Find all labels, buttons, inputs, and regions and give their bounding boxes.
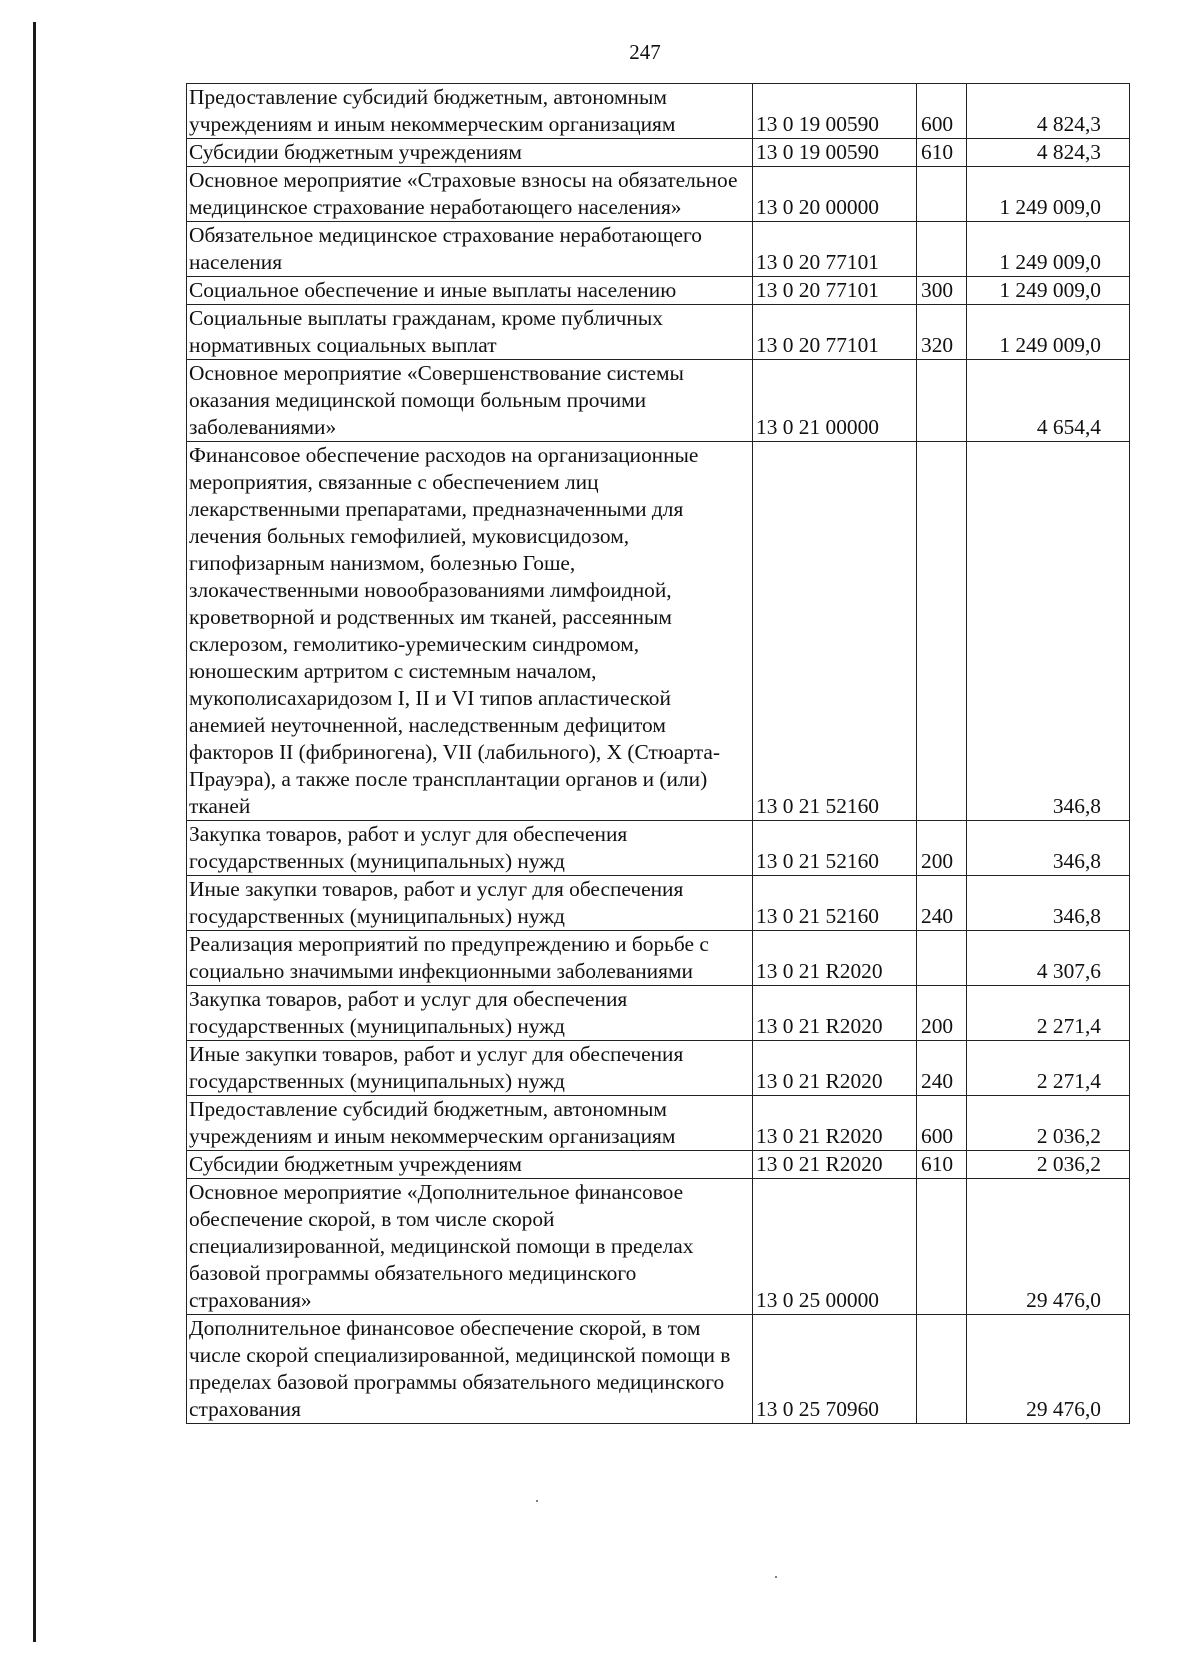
row-sum-cell: 1 249 009,0 (967, 277, 1130, 305)
row-type-cell: 600 (917, 84, 967, 139)
table-row (187, 1179, 1130, 1315)
row-sum-cell: 2 271,4 (967, 986, 1130, 1041)
row-type-cell: 200 (917, 821, 967, 876)
budget-table (186, 83, 1130, 1424)
row-sum-cell: 346,8 (967, 821, 1130, 876)
row-sum-cell: 2 036,2 (967, 1096, 1130, 1151)
row-code-cell: 13 0 25 70960 (753, 1315, 917, 1424)
row-type-cell (917, 222, 967, 277)
row-code-cell: 13 0 21 52160 (753, 442, 917, 821)
row-name-cell: Реализация мероприятий по предупреждению и борьбе с социально значимыми инфекционными заболеваниями (187, 931, 753, 986)
table-row (187, 931, 1130, 986)
row-type-cell: 610 (917, 139, 967, 167)
row-name-cell: Финансовое обеспечение расходов на организационные мероприятия, связанные с обеспечением лиц лекарственными препаратами, предназначенными для лечения больных гемофилией, муковисцидозом, гипофизарным нанизмом, болезнью Гоше, злокачественными новообразованиями лимфоидной, кроветворной и родственных им тканей, рассеянным склерозом, гемолитико-уремическим синдромом, юношеским артритом с системным началом, мукополисахаридозом I, II и VI типов апластической анемией неуточненной, наследственным дефицитом факторов II (фибриногена), VII (лабильного), X (Стюарта-Прауэра), а также после трансплантации органов и (или) тканей (187, 442, 753, 821)
row-type-cell: 320 (917, 305, 967, 360)
row-name-cell: Социальное обеспечение и иные выплаты населению (187, 277, 753, 305)
row-name-cell: Обязательное медицинское страхование неработающего населения (187, 222, 753, 277)
table-row (187, 277, 1130, 305)
budget-table-container (186, 83, 1130, 1424)
row-type-cell: 200 (917, 986, 967, 1041)
row-code-cell: 13 0 21 52160 (753, 876, 917, 931)
table-row (187, 1041, 1130, 1096)
row-name-cell: Субсидии бюджетным учреждениям (187, 139, 753, 167)
row-sum-cell: 2 036,2 (967, 1151, 1130, 1179)
row-sum-cell: 4 307,6 (967, 931, 1130, 986)
row-sum-cell: 1 249 009,0 (967, 167, 1130, 222)
row-code-cell: 13 0 20 77101 (753, 277, 917, 305)
table-row (187, 442, 1130, 821)
table-row (187, 222, 1130, 277)
row-code-cell: 13 0 21 R2020 (753, 931, 917, 986)
row-sum-cell: 4 654,4 (967, 360, 1130, 442)
row-code-cell: 13 0 21 R2020 (753, 986, 917, 1041)
table-row (187, 167, 1130, 222)
row-sum-cell: 1 249 009,0 (967, 305, 1130, 360)
row-type-cell: 240 (917, 876, 967, 931)
row-code-cell: 13 0 21 52160 (753, 821, 917, 876)
row-type-cell: 600 (917, 1096, 967, 1151)
row-code-cell: 13 0 20 00000 (753, 167, 917, 222)
row-name-cell: Иные закупки товаров, работ и услуг для обеспечения государственных (муниципальных) нужд (187, 1041, 753, 1096)
budget-table-body (187, 84, 1130, 1424)
row-code-cell: 13 0 21 R2020 (753, 1151, 917, 1179)
row-sum-cell: 29 476,0 (967, 1315, 1130, 1424)
row-name-cell: Основное мероприятие «Совершенствование системы оказания медицинской помощи больным прочими заболеваниями» (187, 360, 753, 442)
row-code-cell: 13 0 25 00000 (753, 1179, 917, 1315)
table-row (187, 821, 1130, 876)
row-sum-cell: 4 824,3 (967, 84, 1130, 139)
row-code-cell: 13 0 19 00590 (753, 139, 917, 167)
row-type-cell: 240 (917, 1041, 967, 1096)
row-name-cell: Основное мероприятие «Страховые взносы на обязательное медицинское страхование неработающего населения» (187, 167, 753, 222)
row-name-cell: Основное мероприятие «Дополнительное финансовое обеспечение скорой, в том числе скорой специализированной, медицинской помощи в пределах базовой программы обязательного медицинского страхования» (187, 1179, 753, 1315)
row-sum-cell: 1 249 009,0 (967, 222, 1130, 277)
table-row (187, 876, 1130, 931)
scan-speck (775, 1576, 777, 1578)
table-row (187, 139, 1130, 167)
scan-speck (536, 1500, 538, 1502)
row-name-cell: Предоставление субсидий бюджетным, автономным учреждениям и иным некоммерческим организациям (187, 1096, 753, 1151)
row-name-cell: Закупка товаров, работ и услуг для обеспечения государственных (муниципальных) нужд (187, 986, 753, 1041)
row-type-cell: 300 (917, 277, 967, 305)
row-type-cell (917, 1179, 967, 1315)
table-row (187, 360, 1130, 442)
row-code-cell: 13 0 19 00590 (753, 84, 917, 139)
table-row (187, 305, 1130, 360)
table-row (187, 1151, 1130, 1179)
row-sum-cell: 346,8 (967, 442, 1130, 821)
row-type-cell (917, 167, 967, 222)
row-sum-cell: 2 271,4 (967, 1041, 1130, 1096)
row-name-cell: Закупка товаров, работ и услуг для обеспечения государственных (муниципальных) нужд (187, 821, 753, 876)
row-type-cell (917, 360, 967, 442)
row-code-cell: 13 0 20 77101 (753, 305, 917, 360)
row-type-cell: 610 (917, 1151, 967, 1179)
row-code-cell: 13 0 21 R2020 (753, 1096, 917, 1151)
row-sum-cell: 29 476,0 (967, 1179, 1130, 1315)
row-name-cell: Предоставление субсидий бюджетным, автономным учреждениям и иным некоммерческим организациям (187, 84, 753, 139)
table-row (187, 1096, 1130, 1151)
row-type-cell (917, 1315, 967, 1424)
binding-margin-line (33, 22, 36, 1642)
table-row (187, 1315, 1130, 1424)
page-number: 247 (629, 40, 661, 64)
row-name-cell: Социальные выплаты гражданам, кроме публичных нормативных социальных выплат (187, 305, 753, 360)
row-sum-cell: 4 824,3 (967, 139, 1130, 167)
row-sum-cell: 346,8 (967, 876, 1130, 931)
row-code-cell: 13 0 21 R2020 (753, 1041, 917, 1096)
table-row (187, 986, 1130, 1041)
row-name-cell: Иные закупки товаров, работ и услуг для обеспечения государственных (муниципальных) нужд (187, 876, 753, 931)
table-row (187, 84, 1130, 139)
row-name-cell: Дополнительное финансовое обеспечение скорой, в том числе скорой специализированной, медицинской помощи в пределах базовой программы обязательного медицинского страхования (187, 1315, 753, 1424)
row-code-cell: 13 0 20 77101 (753, 222, 917, 277)
row-type-cell (917, 931, 967, 986)
row-type-cell (917, 442, 967, 821)
row-name-cell: Субсидии бюджетным учреждениям (187, 1151, 753, 1179)
row-code-cell: 13 0 21 00000 (753, 360, 917, 442)
